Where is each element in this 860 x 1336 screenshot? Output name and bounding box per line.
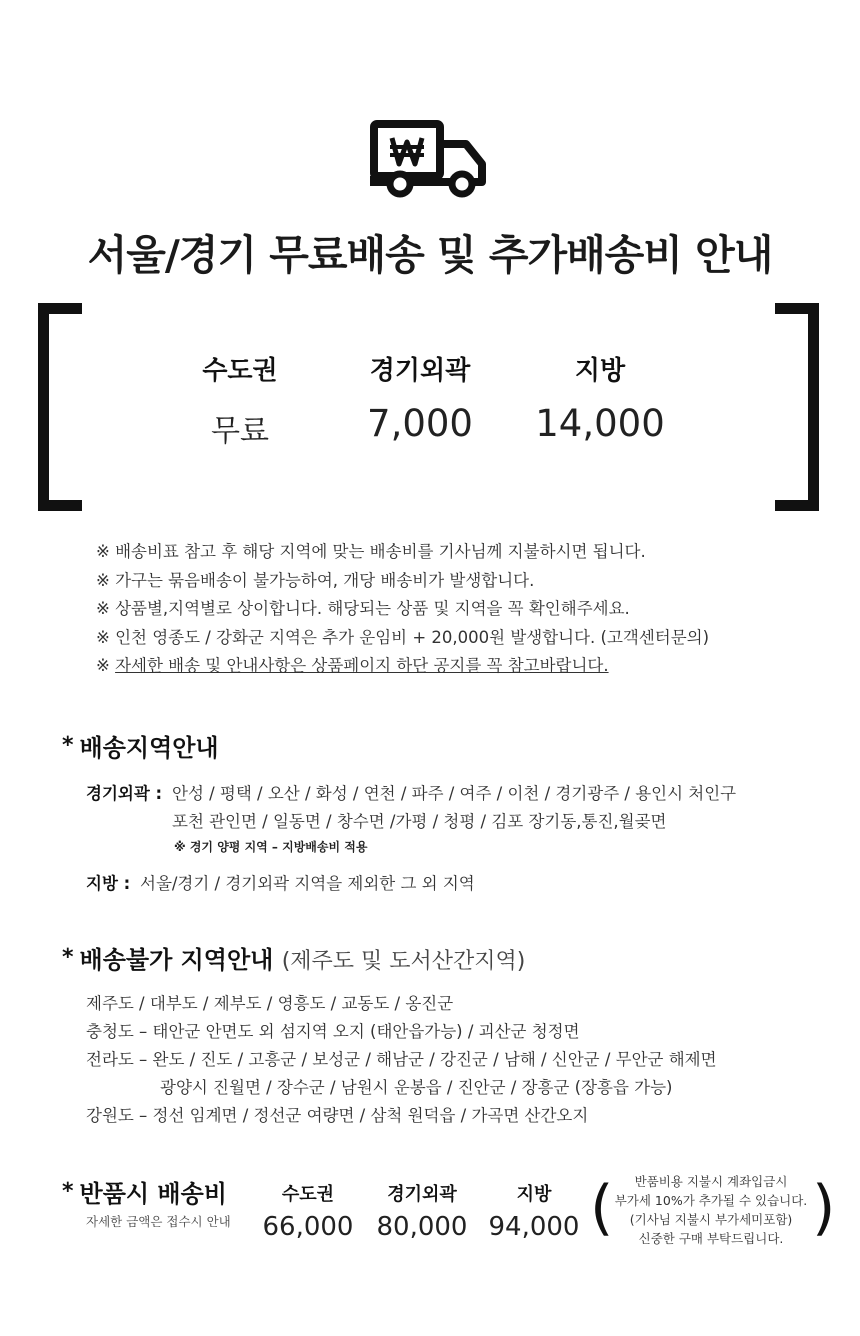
unavailable-line: 강원도 – 정선 임계면 / 정선군 여량면 / 삼척 원덕읍 / 가곡면 산간오지 [86, 1106, 589, 1125]
outer-label: 경기외곽 : [86, 784, 163, 803]
unavailable-subtitle: (제주도 및 도서산간지역) [281, 949, 526, 974]
return-region-capital: 수도권 [281, 1184, 335, 1205]
star-marker: * [62, 733, 74, 758]
rate-region-capital: 수도권 [202, 356, 278, 386]
notice-item: ※ 배송비표 참고 후 해당 지역에 맞는 배송비를 기사님께 지불하시면 됩니다. [96, 542, 646, 561]
page-title: 서울/경기 무료배송 및 추가배송비 안내 [87, 231, 773, 279]
local-label: 지방 : [86, 874, 131, 893]
truck-won-icon [370, 120, 488, 200]
returns-subtitle: 자세한 금액은 접수시 안내 [86, 1214, 231, 1229]
notice-underlined: 자세한 배송 및 안내사항은 상품페이지 하단 공지를 꼭 참고바랍니다. [115, 656, 609, 675]
note-paren-close: ) [812, 1173, 836, 1243]
rate-price-local: 14,000 [535, 402, 665, 445]
returns-note-line: 반품비용 지불시 계좌입금시 [634, 1174, 788, 1189]
rate-region-outer: 경기외곽 [369, 356, 471, 386]
returns-note-line: 신중한 구매 부탁드립니다. [638, 1231, 784, 1246]
rate-region-local: 지방 [574, 356, 626, 386]
unavailable-line: 제주도 / 대부도 / 제부도 / 영흥도 / 교동도 / 옹진군 [86, 994, 454, 1013]
unavailable-line: 충청도 – 태안군 안면도 외 섬지역 오지 (태안읍가능) / 괴산군 청정면 [86, 1022, 580, 1041]
returns-note-line: (기사님 지불시 부가세미포함) [629, 1212, 793, 1227]
unavailable-line: 광양시 진월면 / 장수군 / 남원시 운봉읍 / 진안군 / 장흥군 (장흥읍 가능) [160, 1078, 673, 1097]
notice-list [96, 538, 709, 681]
right-bracket [775, 303, 819, 511]
returns-note [612, 1172, 810, 1248]
delivery-area-title [62, 728, 219, 763]
notice-item [96, 652, 709, 681]
notice-item: ※ 가구는 묶음배송이 불가능하여, 개당 배송비가 발생합니다. [96, 570, 535, 590]
return-region-local: 지방 [516, 1184, 552, 1205]
star-marker: * [62, 945, 74, 970]
return-price-capital: 66,000 [262, 1212, 354, 1242]
left-bracket [38, 303, 82, 511]
delivery-area-heading: 배송지역안내 [79, 734, 219, 762]
outer-areas-line1: 안성 / 평택 / 오산 / 화성 / 연천 / 파주 / 여주 / 이천 / 경기광주 / 용인시 처인구 [172, 784, 737, 803]
returns-title [62, 1174, 227, 1209]
return-region-outer: 경기외곽 [387, 1184, 457, 1205]
note-paren-open: ( [590, 1173, 614, 1243]
unavailable-heading: 배송불가 지역안내 [79, 946, 274, 974]
notice-mark: ※ [96, 656, 116, 675]
unavailable-line: 전라도 – 완도 / 진도 / 고흥군 / 보성군 / 해남군 / 강진군 / 남해 / 신안군 / 무안군 해제면 [86, 1050, 717, 1069]
returns-note-line: 부가세 10%가 추가될 수 있습니다. [614, 1193, 808, 1208]
rate-price-outer: 7,000 [367, 402, 473, 445]
unavailable-title [62, 940, 525, 975]
notice-item: ※ 인천 영종도 / 강화군 지역은 추가 운임비 + 20,000원 발생합니다. (고객센터문의) [96, 627, 710, 647]
outer-areas-line2: 포천 관인면 / 일동면 / 창수면 /가평 / 청평 / 김포 장기동,통진,월곶면 [172, 812, 667, 831]
return-price-outer: 80,000 [376, 1212, 468, 1242]
outer-areas-note: ※ 경기 양평 지역 – 지방배송비 적용 [174, 840, 368, 854]
rate-price-capital: 무료 [211, 414, 269, 449]
notice-item: ※ 상품별,지역별로 상이합니다. 해당되는 상품 및 지역을 꼭 확인해주세요. [96, 599, 630, 618]
returns-heading: 반품시 배송비 [79, 1180, 227, 1208]
star-marker: * [62, 1179, 74, 1204]
local-areas: 서울/경기 / 경기외곽 지역을 제외한 그 외 지역 [140, 874, 475, 893]
return-price-local: 94,000 [488, 1212, 580, 1242]
